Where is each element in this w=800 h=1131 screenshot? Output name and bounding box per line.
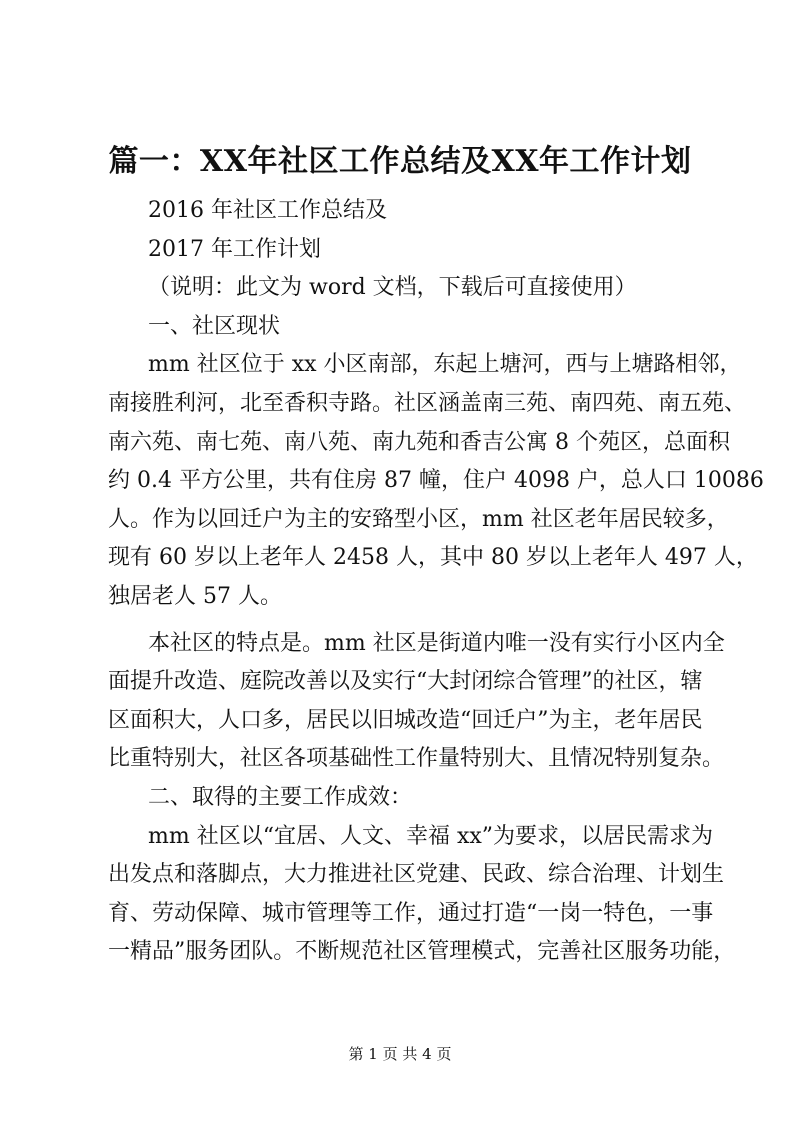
paragraph-line: 面提升改造、庭院改善以及实行“大封闭综合管理”的社区，辖 <box>108 669 703 695</box>
paragraph-line: 区面积大，人口多，居民以旧城改造“回迁户”为主，老年居民 <box>108 707 703 733</box>
subtitle-line: 2016 年社区工作总结及 <box>148 198 387 223</box>
paragraph-line: 现有 60 岁以上老年人 2458 人，其中 80 岁以上老年人 497 人， <box>108 545 758 571</box>
paragraph-line: 本社区的特点是。mm 社区是街道内唯一没有实行小区内全 <box>148 630 725 656</box>
paragraph-line: 一精品”服务团队。不断规范社区管理模式，完善社区服务功能， <box>108 939 736 965</box>
paragraph-line: 独居老人 57 人。 <box>108 583 282 609</box>
paragraph-line: 比重特别大，社区各项基础性工作量特别大、且情况特别复杂。 <box>108 746 725 772</box>
paragraph-gap <box>108 617 720 625</box>
section-heading: 二、取得的主要工作成效： <box>148 784 413 810</box>
paragraph-line: 人。作为以回迁户为主的安臵型小区，mm 社区老年居民较多， <box>108 506 729 532</box>
paragraph-line: 南接胜利河，北至香积寺路。社区涵盖南三苑、南四苑、南五苑、 <box>108 390 747 416</box>
document-title: 篇一：XX年社区工作总结及XX年工作计划 <box>108 144 692 179</box>
page-footer: 第 1 页 共 4 页 <box>348 1045 452 1063</box>
paragraph-line: 育、劳动保障、城市管理等工作，通过打造“一岗一特色，一事 <box>108 900 714 926</box>
section-heading: 一、社区现状 <box>148 313 281 339</box>
paragraph-line: mm 社区位于 xx 小区南部，东起上塘河，西与上塘路相邻， <box>148 352 742 378</box>
paragraph-line: mm 社区以“宜居、人文、幸福 xx”为要求，以居民需求为 <box>148 823 714 849</box>
paragraph-line: 约 0.4 平方公里，共有住房 87 幢，住户 4098 户，总人口 10086 <box>108 468 764 494</box>
paragraph-line: 出发点和落脚点，大力推进社区党建、民政、综合治理、计划生 <box>108 862 725 888</box>
subtitle-line: 2017 年工作计划 <box>148 236 321 262</box>
note-line: （说明：此文为 word 文档，下载后可直接使用） <box>148 275 637 301</box>
document-body <box>108 192 764 972</box>
paragraph-line: 南六苑、南七苑、南八苑、南九苑和香吉公寓 8 个苑区，总面积 <box>108 429 730 455</box>
